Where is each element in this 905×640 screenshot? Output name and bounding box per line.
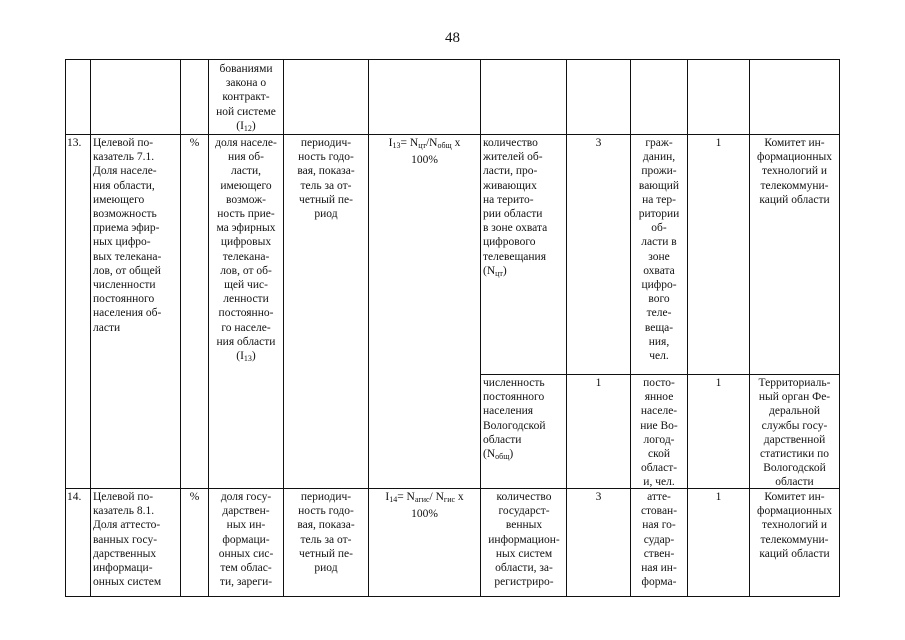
row13-indicator-text: доля населе- ния об- ласти, имеющего возмож- ность прие- ма эфирных цифровых телекана- лов, от об- щей чис- ленности постоянно- го населе- ния области (I [215, 137, 277, 363]
row13-source-1: 1 [715, 137, 722, 149]
formula-part: = N [400, 137, 419, 149]
formula-lhs-sub: 13 [392, 141, 401, 150]
row14-method: 3 [595, 491, 602, 503]
row13-number: 13. [67, 137, 82, 149]
page-number: 48 [445, 30, 460, 46]
row14-name: Целевой по- казатель 8.1. Доля аттесто- ванных госу- дарственных информаци- онных систем [93, 491, 162, 589]
row13-indicator-sub: 13 [243, 354, 252, 364]
base-text: количество жителей об- ласти, про- живающих на терито- рии области в зоне охвата цифрового телевещания (N [483, 137, 548, 277]
cont-indicator-text: бованиями закона о контракт- ной системе (I [216, 63, 276, 132]
base-tail: ) [509, 448, 514, 461]
row13-unit: % [189, 137, 200, 149]
base-sub: цт [495, 268, 503, 278]
cont-indicator-sub: 12 [243, 123, 252, 133]
formula-tail: х 100% [411, 137, 461, 167]
row14-formula [370, 490, 479, 521]
cont-indicator-cell [209, 62, 283, 136]
formula-part: / N [429, 491, 444, 503]
row13-indicator [209, 136, 283, 366]
formula-lhs: I [385, 491, 390, 503]
row14-population: атте- стован- ная го- судар- ствен- ная ин- форма- [640, 491, 678, 589]
base-text: численность постоянного населения Вологодской области (N [483, 377, 546, 461]
row14-source: 1 [715, 491, 722, 503]
row14-responsible: Комитет ин- формационных технологий и телекоммуни- каций области [757, 491, 832, 560]
row13-population-1: граж- данин, прожи- вающий на тер- ритории об- ласти в зоне охвата цифро- вого теле- веща- ния, чел. [638, 137, 680, 363]
formula-sub: агис [414, 495, 430, 504]
formula-lhs-sub: 14 [389, 495, 398, 504]
row13-name: Целевой по- казатель 7.1. Доля населе- ния области, имеющего возможность приема эфир- ных цифро- вых телекана- лов, от общей численности постоянного населения об- ласти [93, 137, 162, 334]
row13-method-1: 3 [595, 137, 602, 149]
row13-formula [370, 136, 479, 167]
formula-part: = N [397, 491, 415, 503]
cont-indicator-tail: ) [251, 119, 256, 132]
row14-number: 14. [67, 491, 82, 503]
row13-population-2: посто- янное населе- ние Во- логод- ской област- и, чел. [640, 377, 678, 489]
row13-responsible-2: Территориаль- ный орган Фе- деральной службы госу- дарственной статистики по Вологодской области [758, 377, 831, 489]
row14-period: периодич- ность годо- вая, показа- тель за от- четный пе- риод [297, 491, 355, 575]
formula-tail: х 100% [411, 491, 464, 521]
row13-period: периодич- ность годо- вая, показа- тель за от- четный пе- риод [297, 137, 355, 221]
formula-sub: цт [418, 141, 426, 150]
row13-indicator-tail: ) [251, 350, 256, 363]
row13-responsible-1: Комитет ин- формационных технологий и телекоммуни- каций области [757, 137, 832, 206]
row14-base: количество государст- венных информацион- ных систем области, за- регистриро- [488, 491, 560, 589]
row13-method-2: 1 [595, 377, 602, 389]
formula-lhs: I [388, 137, 393, 149]
row13-source-2: 1 [715, 377, 722, 389]
row13-base-2 [483, 376, 565, 464]
row13-base-1 [483, 136, 565, 281]
formula-sub: общ [437, 141, 452, 150]
base-sub: общ [495, 452, 510, 462]
base-tail: ) [502, 264, 507, 277]
formula-sub: гис [443, 495, 456, 504]
row14-unit: % [189, 491, 200, 503]
row14-indicator: доля госу- дарствен- ных ин- формаци- онных сис- тем облас- ти, зареги- [218, 491, 274, 589]
formula-part: /N [425, 137, 438, 149]
